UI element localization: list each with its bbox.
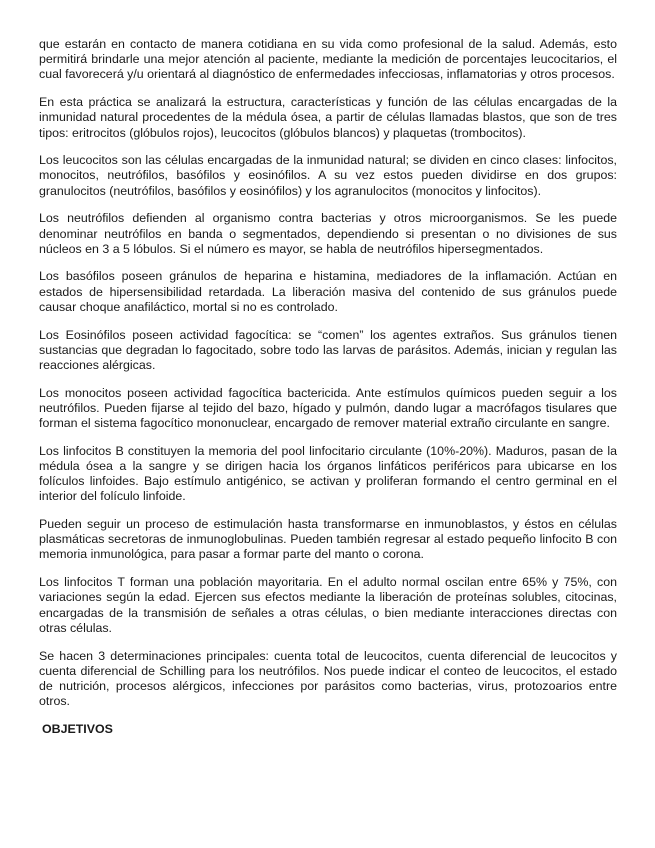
paragraph-monocitos: Los monocitos poseen actividad fagocítica bactericida. Ante estímulos químicos pueden seguir a los neutrófilos. Pueden fijarse al tejido del bazo, hígado y pulmón, dando lugar a macrófagos tisulares que forman el sistema fagocítico mononuclear, encargado de remover material extraño circulante en sangre. [39, 385, 617, 431]
paragraph-intro-continuation: que estarán en contacto de manera cotidiana en su vida como profesional de la salud. Además, esto permitirá brindarle una mejor atención al paciente, mediante la medición de porcentajes leucocitarios, el cual favorecerá y/u orientará al diagnóstico de enfermedades infecciosas, inflamatorias y otros procesos. [39, 37, 617, 82]
paragraph-determinaciones: Se hacen 3 determinaciones principales: cuenta total de leucocitos, cuenta diferencial de leucocitos y cuenta diferencial de Schilling para los neutrófilos. Nos puede indicar el conteo de leucocitos, el estado de nutrición, procesos alérgicos, infecciones por parásitos como bacterias, virus, protozoarios entre otros. [39, 648, 617, 709]
section-heading-objetivos: OBJETIVOS [42, 721, 113, 736]
paragraph-eosinofilos: Los Eosinófilos poseen actividad fagocítica: se “comen” los agentes extraños. Sus gránulos tienen sustancias que degradan lo fagocitado, sobre todo las larvas de parásitos. Además, inician y regulan las reacciones alérgicas. [39, 327, 617, 372]
paragraph-inmunoblastos: Pueden seguir un proceso de estimulación hasta transformarse en inmunoblastos, y éstos en células plasmáticas secretoras de inmunoglobulinas. Pueden también regresar al estado pequeño linfocito B con memoria inmunológica, para pasar a formar parte del manto o corona. [39, 517, 617, 562]
paragraph-neutrofilos: Los neutrófilos defienden al organismo contra bacterias y otros microorganismos. Se les puede denominar neutrófilos en banda o segmentados, dependiendo si presentan o no divisiones de sus núcleos en 3 a 5 lóbulos. Si el número es mayor, se habla de neutrófilos hipersegmentados. [39, 211, 617, 256]
paragraph-practice-description: En esta práctica se analizará la estructura, características y función de las células encargadas de la inmunidad natural procedentes de la médula ósea, a partir de células llamadas blastos, que son de tres tipos: eritrocitos (glóbulos rojos), leucocitos (glóbulos blancos) y plaquetas (trombocitos). [39, 95, 617, 140]
paragraph-linfocitos-b: Los linfocitos B constituyen la memoria del pool linfocitario circulante (10%-20%). Maduros, pasan de la médula ósea a la sangre y se dirigen hacia los órganos linfáticos periféricos para ubicarse en los folículos linfoides. Bajo estímulo antigénico, se activan y proliferan formando el centro germinal en el interior del folículo linfoide. [39, 443, 617, 504]
paragraph-linfocitos-t: Los linfocitos T forman una población mayoritaria. En el adulto normal oscilan entre 65% y 75%, con variaciones según la edad. Ejercen sus efectos mediante la liberación de proteínas solubles, citocinas, encargadas de la transmisión de señales a otras células, o bien mediante interacciones directas con otras células. [39, 575, 617, 635]
document-page [39, 37, 617, 737]
paragraph-basofilos: Los basófilos poseen gránulos de heparina e histamina, mediadores de la inflamación. Actúan en estados de hipersensibilidad retardada. La liberación masiva del contenido de sus gránulos puede causar choque anafiláctico, mortal si no es controlado. [39, 269, 617, 314]
paragraph-leucocitos: Los leucocitos son las células encargadas de la inmunidad natural; se dividen en cinco clases: linfocitos, monocitos, neutrófilos, basófilos y eosinófilos. A su vez estos pueden dividirse en dos grupos: granulocitos (neutrófilos, basófilos y eosinófilos) y los agranulocitos (monocitos y linfocitos). [39, 153, 617, 198]
